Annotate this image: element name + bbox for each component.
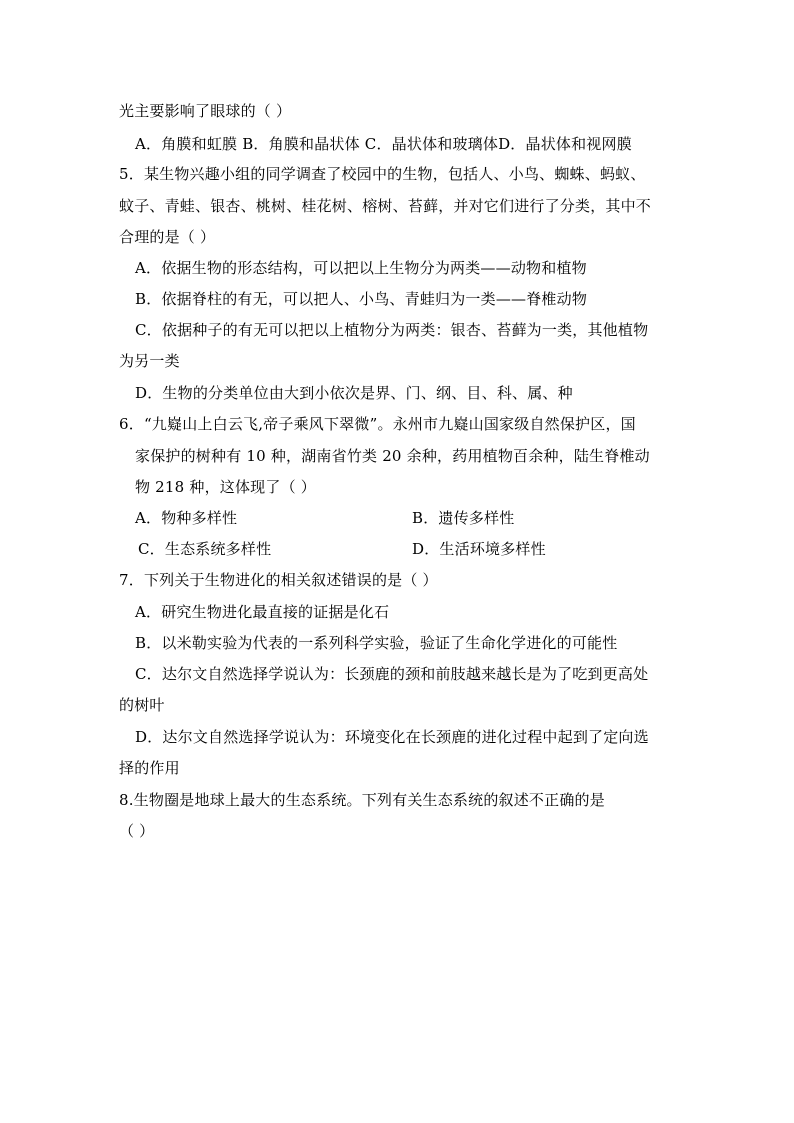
q4-options: A．角膜和虹膜 B．角膜和晶状体 C．晶状体和玻璃体D．晶状体和视网膜 [135,135,632,153]
q7-option-c-line2: 的树叶 [119,696,165,714]
q7-option-d-line2: 择的作用 [119,759,180,777]
q7-stem: 7．下列关于生物进化的相关叙述错误的是（ ） [119,571,438,589]
q6-stem-line3: 物 218 种，这体现了（ ） [135,478,316,496]
q6-stem-line2: 家保护的树种有 10 种，湖南省竹类 20 余种，药用植物百余种，陆生脊椎动 [135,447,650,465]
q7-option-c-line1: C．达尔文自然选择学说认为：长颈鹿的颈和前肢越来越长是为了吃到更高处 [135,665,649,683]
q6-option-b: B．遗传多样性 [412,509,515,527]
q6-option-c: C．生态系统多样性 [138,540,272,558]
q7-option-d-line1: D．达尔文自然选择学说认为：环境变化在长颈鹿的进化过程中起到了定向选 [135,728,649,746]
q4-stem-tail: 光主要影响了眼球的（ ） [119,102,292,120]
q6-stem-line1: 6．“九嶷山上白云飞,帝子乘风下翠微”。永州市九嶷山国家级自然保护区，国 [119,415,636,433]
q8-stem-line1: 8.生物圈是地球上最大的生态系统。下列有关生态系统的叙述不正确的是 [119,791,605,809]
q7-option-b: B．以米勒实验为代表的一系列科学实验，验证了生命化学进化的可能性 [135,634,618,652]
q5-stem-line3: 合理的是（ ） [119,228,216,246]
q6-option-a: A．物种多样性 [135,509,238,527]
q6-option-d: D．生活环境多样性 [412,540,546,558]
q5-option-d: D．生物的分类单位由大到小依次是界、门、纲、目、科、属、种 [135,384,573,402]
q5-option-c-line2: 为另一类 [119,352,180,370]
q5-stem-line2: 蚊子、青蛙、银杏、桃树、桂花树、榕树、苔藓，并对它们进行了分类，其中不 [119,197,652,215]
q7-option-a: A．研究生物进化最直接的证据是化石 [135,603,390,621]
q8-stem-line2: （ ） [119,822,155,840]
q5-option-b: B．依据脊柱的有无，可以把人、小鸟、青蛙归为一类——脊椎动物 [135,290,588,308]
q5-option-c-line1: C．依据种子的有无可以把以上植物分为两类：银杏、苔藓为一类，其他植物 [135,321,649,339]
q5-stem-line1: 5．某生物兴趣小组的同学调查了校园中的生物，包括人、小鸟、蜘蛛、蚂蚁、 [119,165,646,183]
q5-option-a: A．依据生物的形态结构，可以把以上生物分为两类——动物和植物 [135,259,587,277]
